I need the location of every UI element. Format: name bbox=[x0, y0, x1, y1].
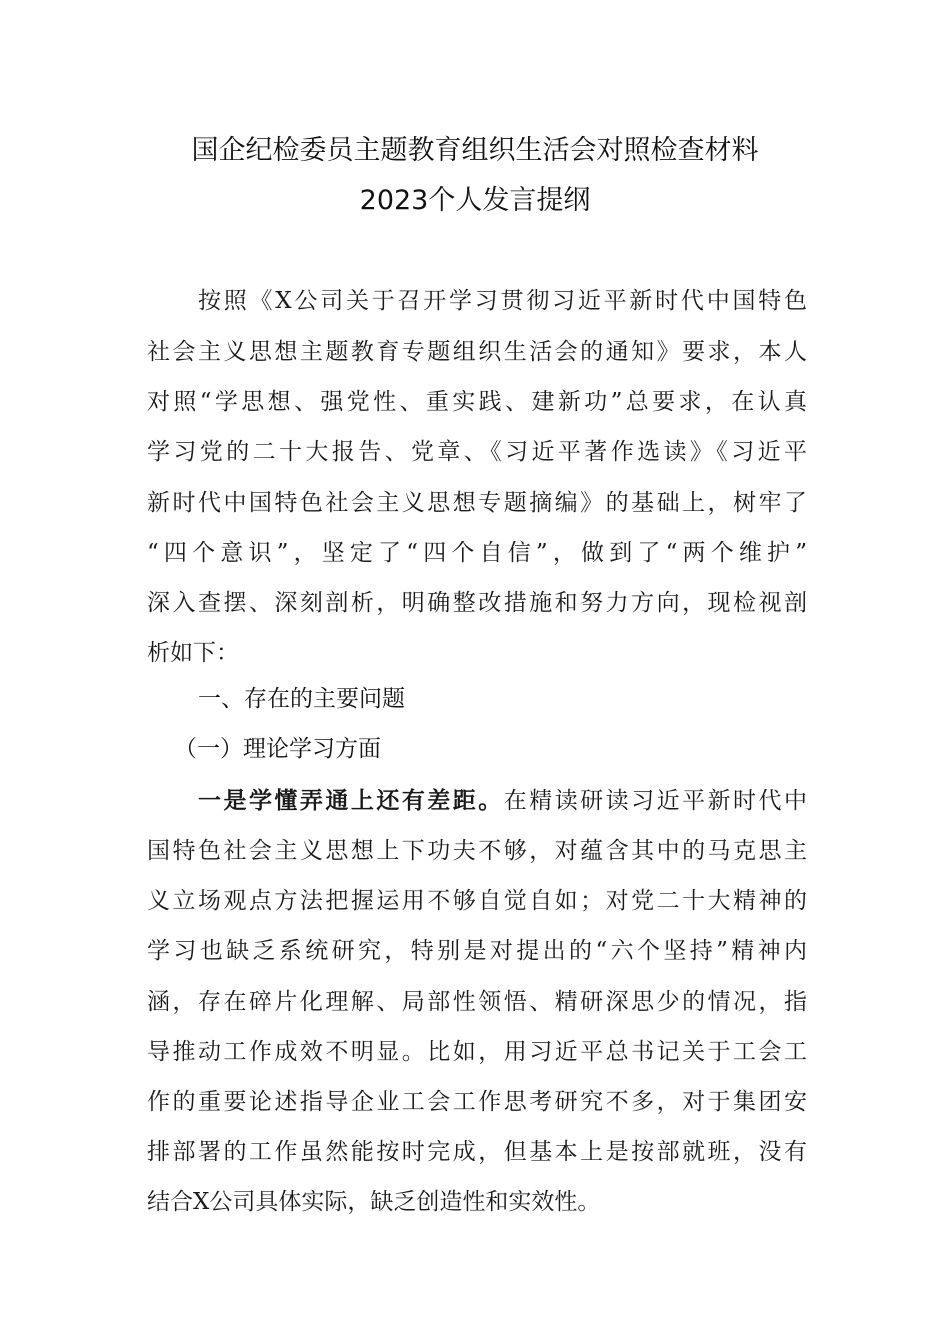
paragraph-line: 结合X公司具体实际，缺乏创造性和实效性。 bbox=[147, 1189, 601, 1215]
intro-line: 学习党的二十大报告、党章、《习近平著作选读》《习近平 bbox=[147, 439, 807, 465]
intro-line: 对照“学思想、强党性、重实践、建新功”总要求，在认真 bbox=[147, 389, 807, 415]
paragraph-line: 学习也缺乏系统研究，特别是对提出的“六个坚持”精神内 bbox=[147, 938, 807, 964]
paragraph-line: 排部署的工作虽然能按时完成，但基本上是按部就班，没有 bbox=[147, 1139, 807, 1165]
intro-line: 析如下： bbox=[147, 640, 239, 666]
section-heading: 一、存在的主要问题 bbox=[198, 686, 405, 712]
intro-line: 深入查摆、深刻剖析，明确整改措施和努力方向，现检视剖 bbox=[147, 590, 807, 616]
paragraph-first-line-rest: 在精读研读习近平新时代中 bbox=[503, 788, 808, 814]
paragraph-line: 义立场观点方法把握运用不够自觉自如；对党二十大精神的 bbox=[147, 888, 807, 914]
paragraph-line: 作的重要论述指导企业工会工作思考研究不多，对于集团安 bbox=[147, 1089, 807, 1115]
paragraph-lead-phrase: 一是学懂弄通上还有差距。 bbox=[198, 788, 504, 814]
document-title-line-2: 2023个人发言提纲 bbox=[359, 185, 591, 216]
intro-line: 按照《X公司关于召开学习贯彻习近平新时代中国特色 bbox=[198, 288, 807, 314]
document-title-line-1: 国企纪检委员主题教育组织生活会对照检查材料 bbox=[191, 135, 759, 166]
intro-line: “四个意识”，坚定了“四个自信”，做到了“两个维护” bbox=[147, 540, 807, 566]
paragraph-line: 国特色社会主义思想上下功夫不够，对蕴含其中的马克思主 bbox=[147, 838, 807, 864]
paragraph-first-line bbox=[198, 785, 807, 817]
subsection-heading: （一）理论学习方面 bbox=[174, 736, 381, 762]
paragraph-line: 导推动工作成效不明显。比如，用习近平总书记关于工会工 bbox=[147, 1039, 807, 1065]
paragraph-line: 涵，存在碎片化理解、局部性领悟、精研深思少的情况，指 bbox=[147, 989, 807, 1015]
intro-line: 新时代中国特色社会主义思想专题摘编》的基础上，树牢了 bbox=[147, 490, 807, 516]
intro-line: 社会主义思想主题教育专题组织生活会的通知》要求，本人 bbox=[147, 339, 807, 365]
